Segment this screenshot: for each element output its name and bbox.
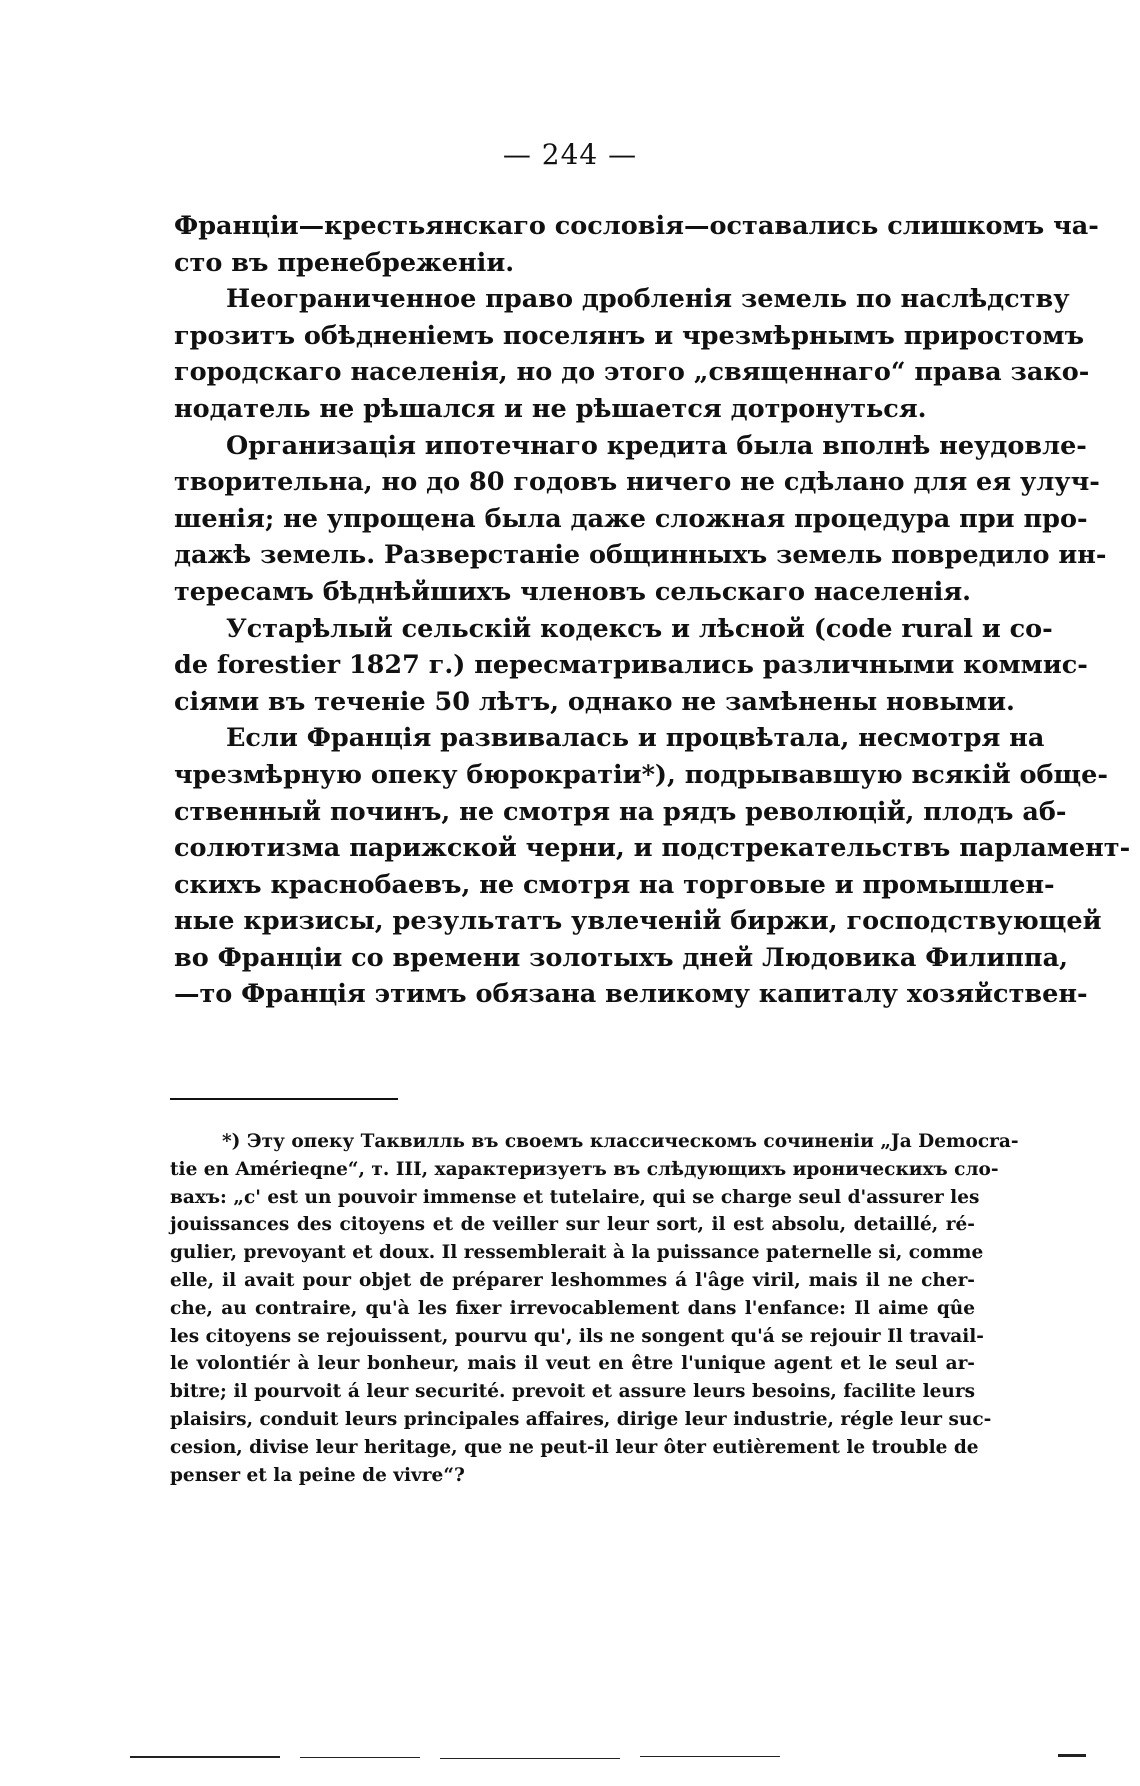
text-line: солютизма парижской черни, и подстрекательствъ парламент- <box>174 833 1131 864</box>
footnote-line: les citoyens se rejouissent, pourvu qu', ils ne songent qu'á se rejouir Il travail- <box>170 1325 984 1347</box>
text-line: городскаго населенія, но до этого „священнаго“ права зако- <box>174 357 1090 388</box>
scan-mark <box>300 1757 420 1758</box>
footnote-line: cesion, divise leur heritage, que ne peut-il leur ôter eutièrement le trouble de <box>170 1436 979 1458</box>
text-line: шенія; не упрощена была даже сложная процедура при про- <box>174 503 1088 534</box>
footnote-line: penser et la peine de vivre“? <box>170 1464 465 1486</box>
text-line: тересамъ бѣднѣйшихъ членовъ сельскаго населенія. <box>174 576 972 607</box>
text-line: сто въ пренебреженіи. <box>174 247 515 278</box>
footnote-line: elle, il avait pour objet de préparer leshommes á l'âge viril, mais il ne cher- <box>170 1269 975 1291</box>
footnote-line: gulier, prevoyant et doux. Il ressemblerait à la puissance paternelle si, comme <box>170 1242 984 1264</box>
text-line: во Франціи со времени золотыхъ дней Людовика Филиппа, <box>174 942 1068 973</box>
footnote-separator <box>170 1098 398 1100</box>
footnote-line: *) Эту опеку Таквилль въ своемъ классическомъ сочиненіи „Ja Democra- <box>222 1131 1019 1152</box>
text-line: Неограниченное право дробленія земель по наслѣдству <box>226 284 1070 315</box>
text-line: Устарѣлый сельскій кодексъ и лѣсной (code rural и co- <box>226 613 1053 644</box>
footnote-line: tie en Amérieqne“, т. III, характеризуетъ въ слѣдующихъ ироническихъ сло- <box>170 1158 999 1180</box>
footnote-line: bitre; il pourvoit á leur securité. prevoit et assure leurs besoins, facilite leurs <box>170 1381 975 1403</box>
footnote <box>170 1128 1019 1489</box>
footnote-line: che, au contraire, qu'à les fixer irrevocablement dans l'enfance: Il aime qûe <box>170 1297 975 1319</box>
main-text <box>174 208 1131 1013</box>
page-number: — 244 — <box>502 138 638 171</box>
text-line: ственный починъ, не смотря на рядъ революцій, плодъ аб- <box>174 796 1067 827</box>
text-line: de forestier 1827 г.) пересматривались различными коммис- <box>174 650 1088 681</box>
footnote-line: le volontiér à leur bonheur, mais il veut en être l'unique agent et le seul ar- <box>170 1353 975 1375</box>
text-line: чрезмѣрную опеку бюрократіи*), подрывавшую всякій обще- <box>174 759 1108 790</box>
footnote-line: jouissances des citoyens et de veiller sur leur sort, il est absolu, detaillé, ré- <box>170 1214 975 1236</box>
scan-mark <box>1058 1754 1086 1757</box>
text-line: Франціи—крестьянскаго сословія—оставались слишкомъ ча- <box>174 211 1099 241</box>
text-line: скихъ краснобаевъ, не смотря на торговые и промышлен- <box>174 869 1055 900</box>
text-line: дажѣ земель. Разверстаніе общинныхъ земель повредило ин- <box>174 540 1107 571</box>
text-line: нодатель не рѣшался и не рѣшается дотронуться. <box>174 393 927 424</box>
text-line: Если Франція развивалась и процвѣтала, несмотря на <box>226 723 1045 754</box>
text-line: —то Франція этимъ обязана великому капиталу хозяйствен- <box>174 979 1088 1010</box>
scan-mark <box>130 1756 280 1758</box>
footnote-line: plaisirs, conduit leurs principales affaires, dirige leur industrie, régle leur suc- <box>170 1408 992 1430</box>
text-line: ные кризисы, результатъ увлеченій биржи, господствующей <box>174 906 1102 937</box>
text-line: сіями въ теченіе 50 лѣтъ, однако не замѣнены новыми. <box>174 686 1015 717</box>
text-line: Организація ипотечнаго кредита была вполнѣ неудовле- <box>226 430 1087 461</box>
scan-mark <box>640 1756 780 1757</box>
text-line: грозитъ обѣдненіемъ поселянъ и чрезмѣрнымъ приростомъ <box>174 320 1085 351</box>
scan-mark <box>440 1758 620 1759</box>
footnote-line: вахъ: „c' est un pouvoir immense et tutelaire, qui se charge seul d'assurer les <box>170 1186 980 1208</box>
text-line: творительна, но до 80 годовъ ничего не сдѣлано для ея улуч- <box>174 467 1100 498</box>
